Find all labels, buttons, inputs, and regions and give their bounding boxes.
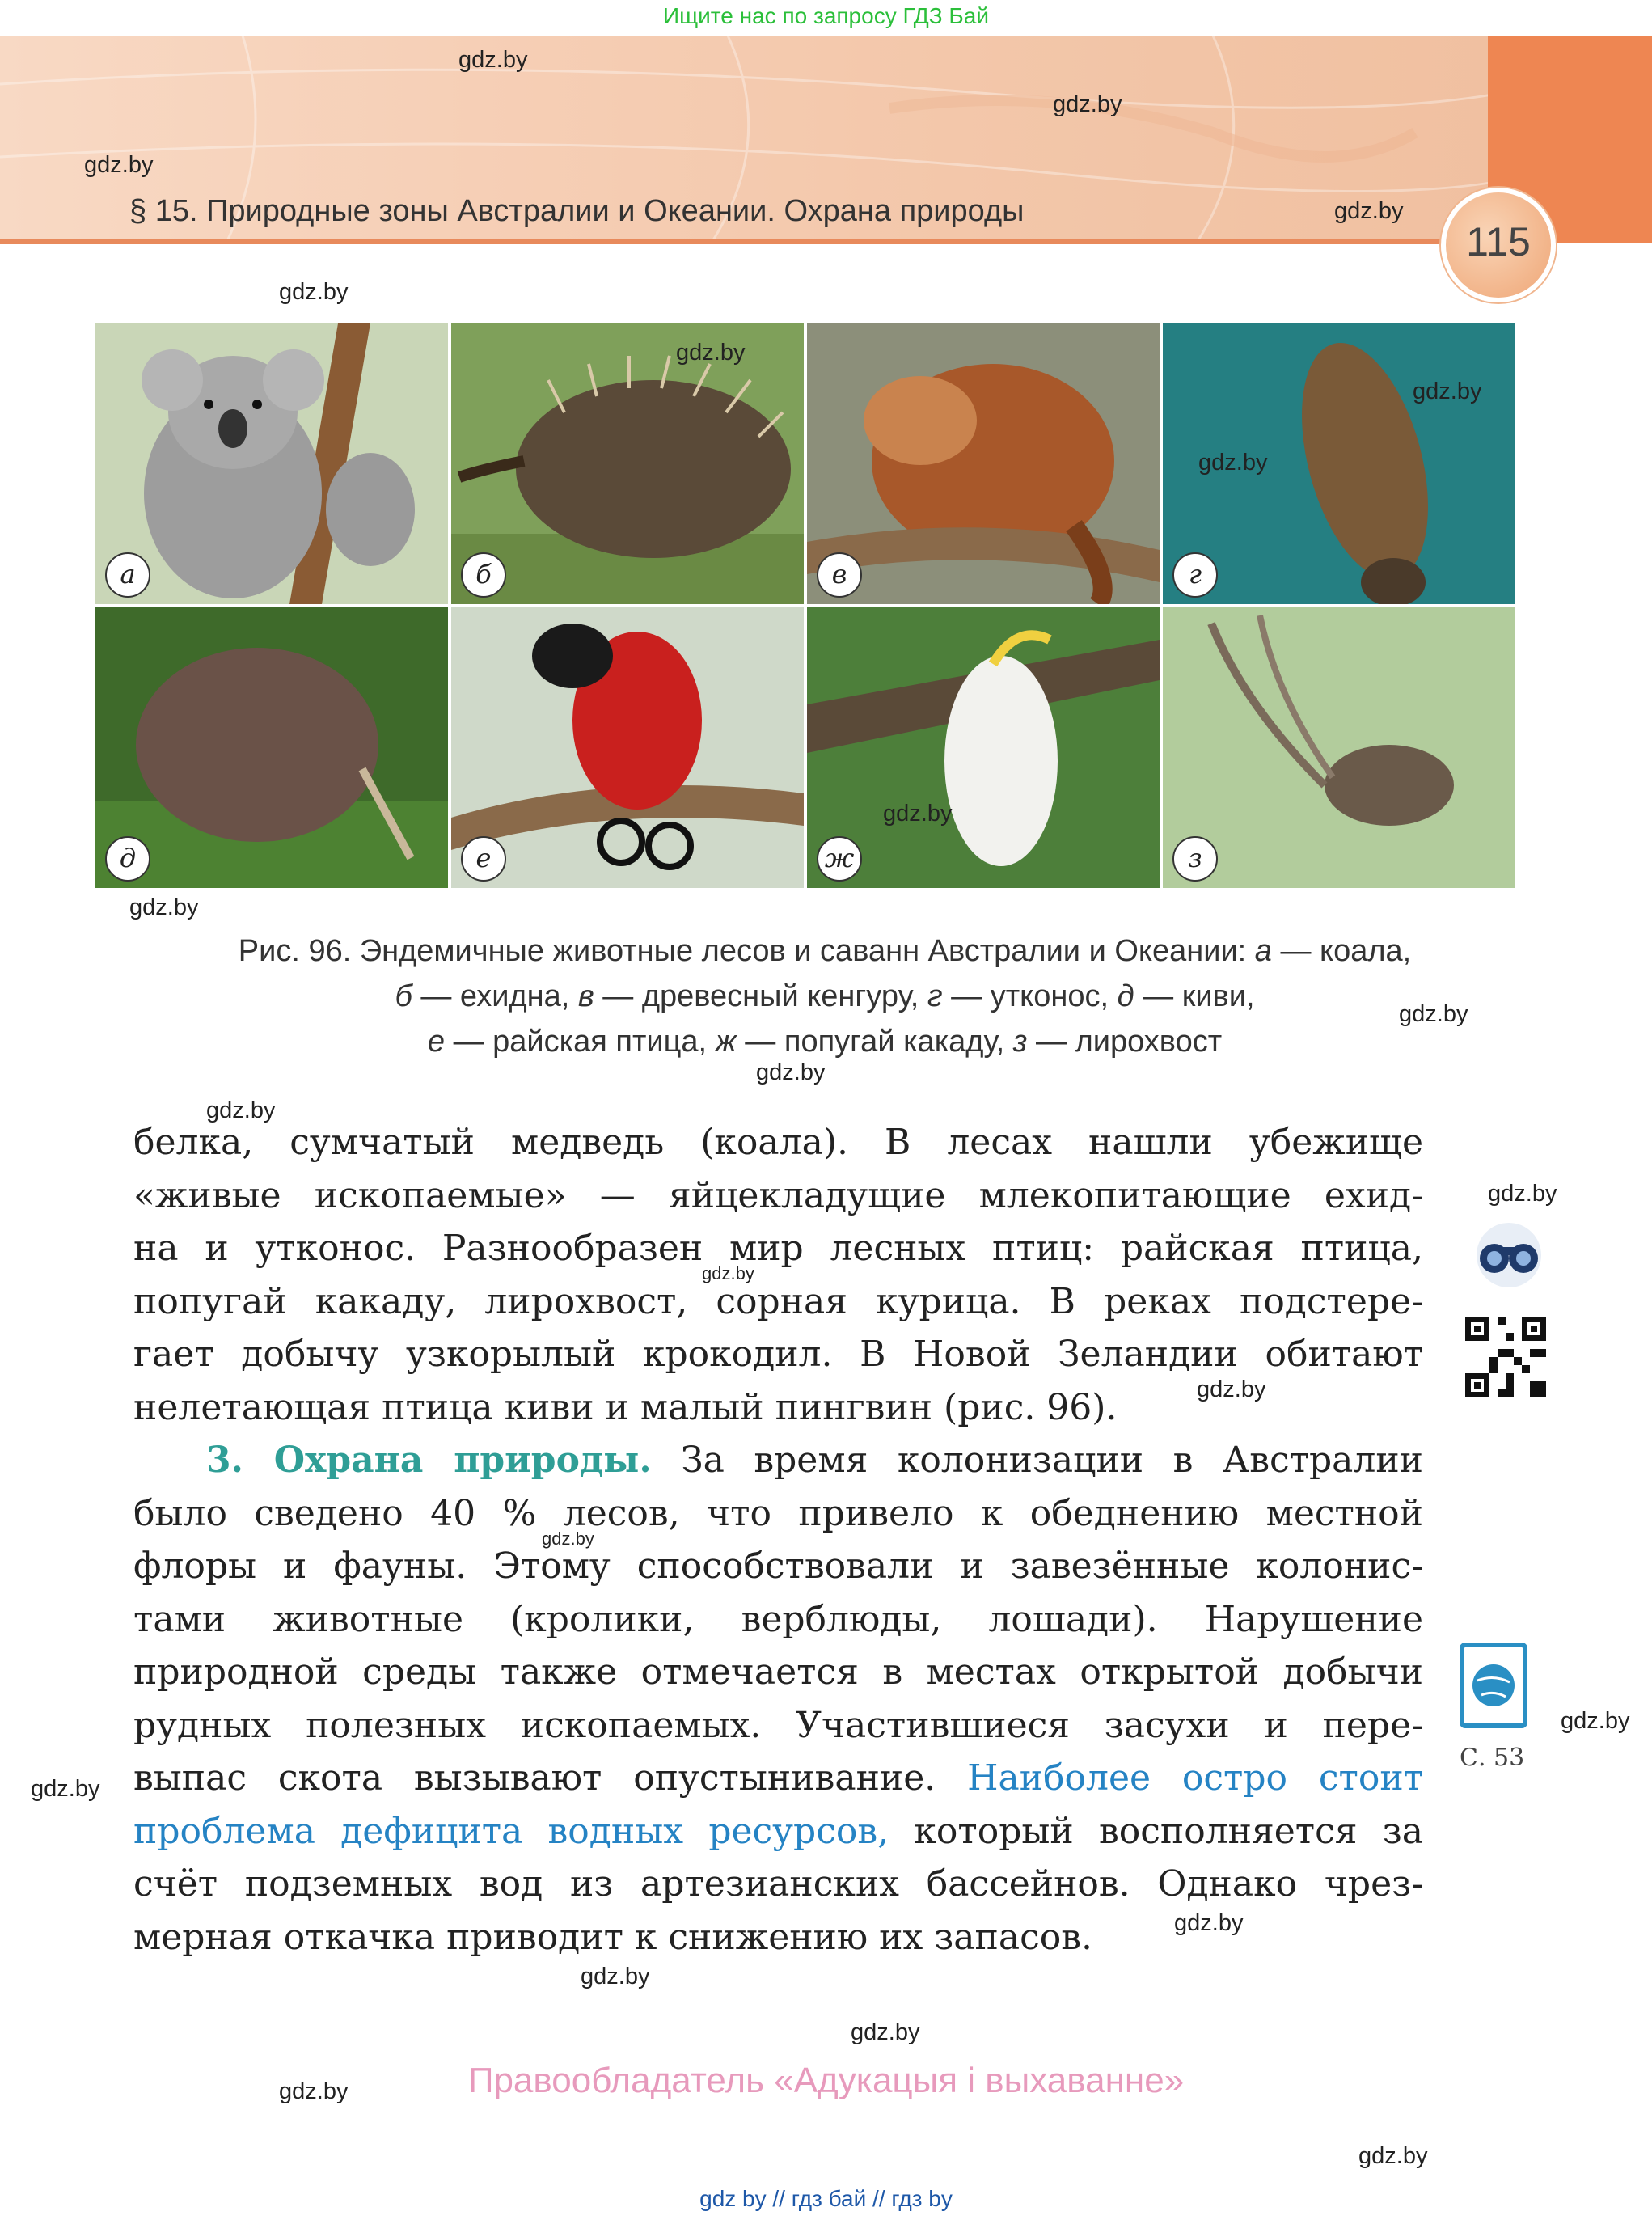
watermark: gdz.by xyxy=(1197,1376,1266,1402)
watermark: gdz.by xyxy=(883,801,953,827)
figure-label-a: а xyxy=(105,552,150,598)
chapter-title: § 15. Природные зоны Австралии и Океании. Охрана природы xyxy=(129,194,1025,228)
body-line: счёт подземных вод из артезианских бассейнов. Однако чрез- xyxy=(133,1863,1423,1905)
watermark: gdz.by xyxy=(1358,2143,1428,2169)
body-line: было сведено 40 % лесов, что привело к обеднению местной xyxy=(133,1492,1423,1534)
body-line: «живые ископаемые» — яйцекладущие млекопитающие ехид- xyxy=(133,1174,1423,1216)
watermark: gdz.by xyxy=(1334,198,1404,224)
copyright-notice: Правообладатель «Адукацыя і выхаванне» xyxy=(467,2061,1185,2100)
photo-kiwi xyxy=(95,607,448,888)
section-heading: 3. Охрана природы. xyxy=(206,1440,652,1481)
body-line: природной среды также отмечается в местах открытой добычи xyxy=(133,1651,1423,1693)
watermark: gdz.by xyxy=(851,2019,920,2045)
body-line: на и утконос. Разнообразен мир лесных птиц: райская птица, xyxy=(133,1228,1423,1269)
figure-label-z: з xyxy=(1172,836,1218,882)
watermark: gdz.by xyxy=(1053,91,1122,117)
photo-koala xyxy=(95,323,448,604)
figure-label-v: в xyxy=(817,552,862,598)
photo-cockatoo xyxy=(807,607,1160,888)
watermark: gdz.by xyxy=(581,1964,650,1989)
watermark: gdz.by xyxy=(129,894,199,920)
top-search-text: Ищите нас по запросу ГДЗ Бай xyxy=(662,3,990,28)
figure-caption: Рис. 96. Эндемичные животные лесов и саванн Австралии и Океании: а — коала, б — ехидна, в — древесный кенгуру, г — утконос, д — киви, е — райская птица, ж — попугай какаду, з — лирохвост xyxy=(238,934,1412,1059)
photo-lyrebird xyxy=(1163,607,1515,888)
highlight-text: Наиболее остро стоит xyxy=(967,1757,1423,1799)
atlas-book-icon[interactable] xyxy=(1457,1642,1530,1731)
body-line: нелетающая птица киви и малый пингвин (рис. 96). xyxy=(133,1386,1118,1428)
watermark: gdz.by xyxy=(1174,1910,1244,1936)
figure-label-zh: ж xyxy=(817,836,862,882)
figure-label-g: г xyxy=(1172,552,1218,598)
watermark: gdz.by xyxy=(1561,1708,1630,1734)
photo-bird-of-paradise xyxy=(451,607,804,888)
body-line: попугай какаду, лирохвост, сорная курица. В реках подстере- xyxy=(133,1280,1423,1322)
photo-echidna xyxy=(451,323,804,604)
watermark: gdz.by xyxy=(702,1263,754,1283)
body-paragraph-2: 3. Охрана природы. За время колонизации в Австралии было сведено 40 % лесов, что привело к обеднению местной флоры и фауны. Этому способствовали и завезённые колонис- тами животные (кролики, верблюды, лошади). Нарушение природной среды также отмечается в местах открытой добычи рудных полезных ископаемых. Участившиеся засухи и пере- выпас скота вызывают опустынивание. Наиболее остро стоит проблема дефицита водных ресурсов, который восполняется за счёт подземных вод из артезианских бассейнов. Однако чрез- мерная откачка приводит к снижению их запасов. xyxy=(133,1434,1423,1964)
watermark: gdz.by xyxy=(1399,1001,1468,1027)
qr-code-icon[interactable] xyxy=(1465,1317,1546,1397)
body-line: белка, сумчатый медведь (коала). В лесах нашли убежище xyxy=(133,1122,1423,1163)
watermark: gdz.by xyxy=(84,152,154,178)
watermark: gdz.by xyxy=(458,47,528,73)
binoculars-icon[interactable] xyxy=(1470,1223,1548,1287)
watermark: gdz.by xyxy=(31,1776,100,1802)
watermark: gdz.by xyxy=(1198,450,1268,476)
watermark: gdz.by xyxy=(1488,1181,1557,1207)
watermark: gdz.by xyxy=(676,340,746,366)
header-rule xyxy=(0,239,1488,244)
page-number: 115 xyxy=(1466,219,1531,264)
figure-label-e: е xyxy=(461,836,506,882)
body-line: флоры и фауны. Этому способствовали и завезённые колонис- xyxy=(133,1545,1423,1587)
watermark: gdz.by xyxy=(279,279,349,305)
body-line: мерная откачка приводит к снижению их запасов. xyxy=(133,1916,1092,1958)
watermark: gdz.by xyxy=(206,1097,276,1123)
highlight-text: проблема дефицита водных ресурсов, xyxy=(133,1810,889,1852)
body-line: гает добычу узкорылый крокодил. В Новой Зеландии обитают xyxy=(133,1334,1423,1375)
figure-label-b: б xyxy=(461,552,506,598)
watermark: gdz.by xyxy=(1413,378,1482,404)
watermark: gdz.by xyxy=(279,2078,349,2104)
body-line: тами животные (кролики, верблюды, лошади). Нарушение xyxy=(133,1598,1423,1640)
watermark: gdz.by xyxy=(756,1059,826,1085)
figure-label-d: д xyxy=(105,836,150,882)
watermark: gdz.by xyxy=(542,1528,594,1549)
body-line: рудных полезных ископаемых. Участившиеся засухи и пере- xyxy=(133,1704,1423,1746)
footer-links[interactable]: gdz by // гдз бай // гдз by xyxy=(699,2186,953,2211)
photo-tree-kangaroo xyxy=(807,323,1160,604)
atlas-page-ref[interactable]: С. 53 xyxy=(1460,1744,1525,1772)
